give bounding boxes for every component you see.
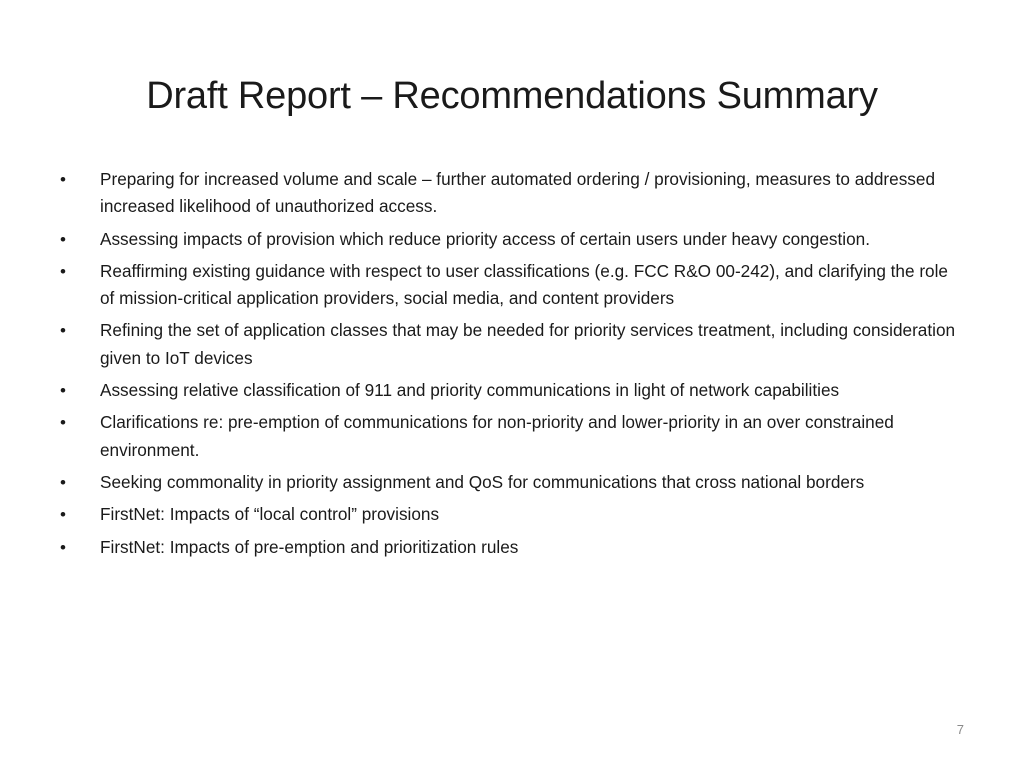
bullet-text: Refining the set of application classes that may be needed for priority services treatment, including consideration given to IoT devices: [100, 320, 956, 368]
bullet-text: FirstNet: Impacts of “local control” provisions: [100, 504, 440, 525]
page-number: 7: [956, 722, 964, 737]
slide-title: Draft Report – Recommendations Summary: [146, 75, 878, 117]
bullet-text: Reaffirming existing guidance with respect to user classifications (e.g. FCC R&O 00-242), and clarifying the role of mission-critical application providers, social media, and content providers: [100, 260, 948, 309]
bullet-dot-icon: •: [60, 472, 66, 492]
bullet-text: Assessing impacts of provision which reduce priority access of certain users under heavy congestion.: [100, 228, 870, 249]
bullet-text: FirstNet: Impacts of pre-emption and prioritization rules: [100, 536, 519, 557]
bullet-dot-icon: •: [60, 505, 66, 525]
bullet-text: Preparing for increased volume and scale – further automated ordering / provisioning, measures to addressed increased likelihood of unauthorized access.: [100, 169, 936, 217]
bullet-dot-icon: •: [60, 170, 66, 189]
bullet-text: Clarifications re: pre-emption of communications for non-priority and lower-priority in an over constrained environment.: [100, 412, 894, 460]
bullet-dot-icon: •: [60, 413, 66, 433]
bullet-item: [58, 534, 958, 561]
bullet-item: [58, 317, 958, 372]
bullet-item: [58, 226, 958, 253]
bullet-item: [58, 258, 958, 313]
bullet-dot-icon: •: [60, 261, 66, 281]
bullet-item: [58, 469, 958, 496]
bullet-item: [58, 166, 958, 221]
bullet-dot-icon: •: [60, 381, 66, 401]
bullet-item: [58, 501, 958, 528]
bullet-dot-icon: •: [60, 229, 66, 249]
bullet-list: [58, 166, 958, 566]
bullet-text: Seeking commonality in priority assignment and QoS for communications that cross national borders: [100, 471, 865, 492]
bullet-dot-icon: •: [60, 321, 66, 341]
bullet-dot-icon: •: [60, 537, 66, 557]
bullet-text: Assessing relative classification of 911 and priority communications in light of network capabilities: [100, 380, 840, 401]
bullet-item: [58, 409, 958, 464]
bullet-item: [58, 377, 958, 404]
